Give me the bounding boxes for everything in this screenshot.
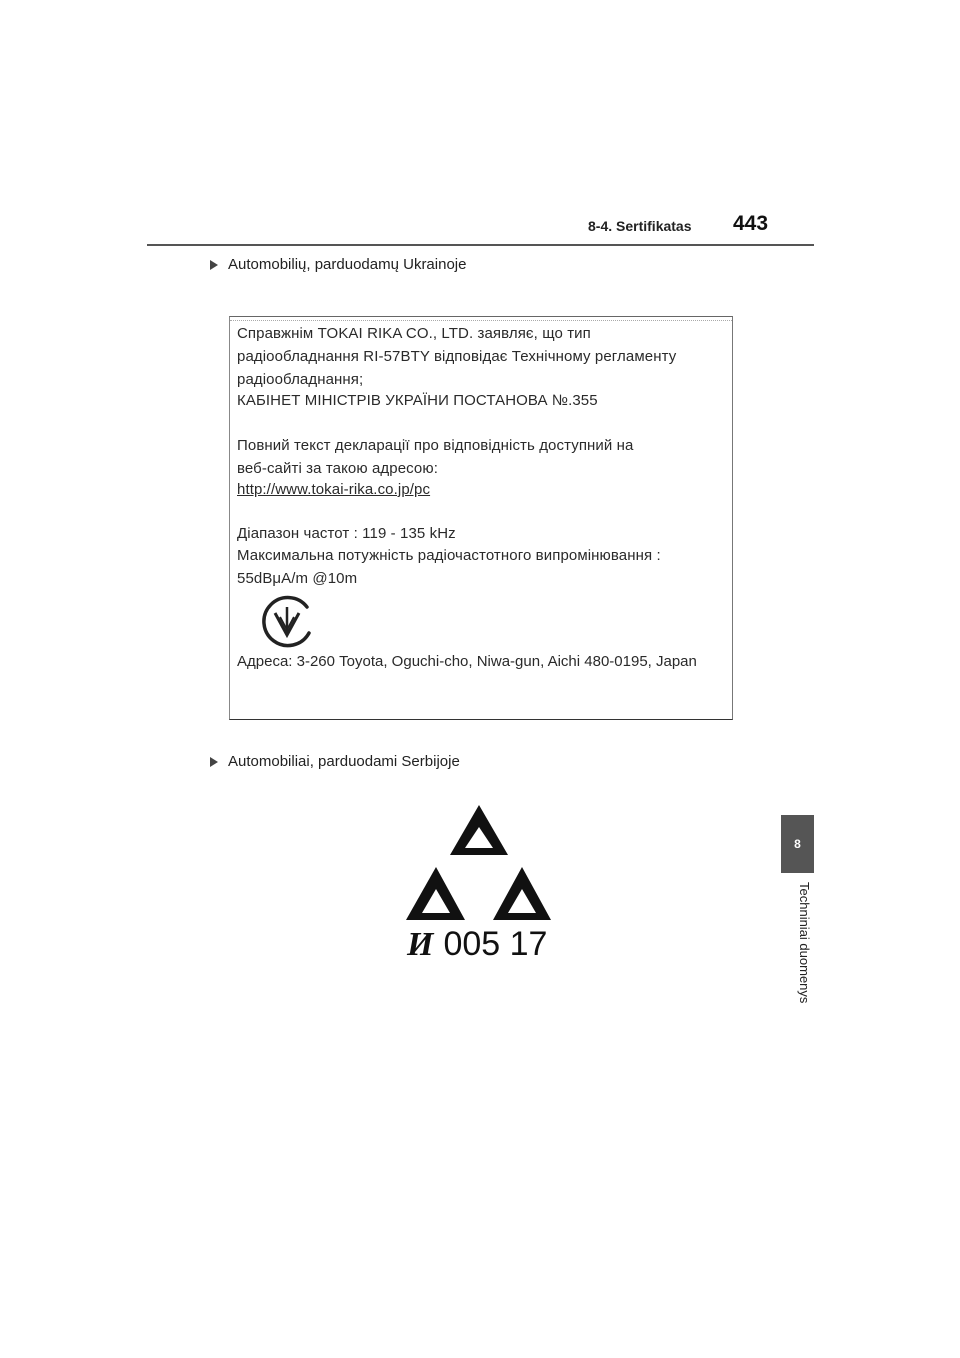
cert-line: веб-сайті за такою адресою:	[237, 460, 438, 477]
dotted-rule	[230, 320, 732, 321]
declaration-link[interactable]: http://www.tokai-rika.co.jp/pc	[237, 481, 431, 498]
ukraine-conformity-mark-icon	[259, 593, 315, 649]
serbia-approval-code	[407, 925, 547, 964]
cert-line: Повний текст декларації про відповідність доступний на	[237, 437, 634, 454]
cert-line: 55dBμA/m @10m	[237, 570, 358, 587]
serbia-heading-text: Automobiliai, parduodami Serbijoje	[228, 753, 460, 770]
triangle-bullet-icon	[210, 757, 218, 767]
header-divider	[147, 244, 814, 246]
ukraine-heading-text: Automobilių, parduodamų Ukrainoje	[228, 256, 467, 273]
serbia-certification-mark-icon	[403, 805, 555, 925]
chapter-title: Techniniai duomenys	[797, 882, 812, 1004]
page-number: 443	[733, 212, 769, 235]
approval-number: 005 17	[443, 925, 548, 963]
cert-line: Справжнім TOKAI RIKA CO., LTD. заявляє, що тип	[237, 325, 591, 342]
chapter-tab[interactable]	[781, 815, 814, 873]
approval-letter: И	[407, 926, 434, 963]
ukraine-section-heading	[210, 256, 466, 273]
cert-line: радіообладнання;	[237, 371, 364, 388]
cert-line: Максимальна потужність радіочастотного випромінювання :	[237, 547, 661, 564]
cert-line: радіообладнання RI-57BTY відповідає Технічному регламенту	[237, 348, 677, 365]
cert-line: Діапазон частот : 119 - 135 kHz	[237, 525, 456, 542]
ukraine-certificate-box	[229, 316, 733, 720]
chapter-number: 8	[794, 837, 801, 851]
cert-line: КАБІНЕТ МІНІСТРІВ УКРАЇНИ ПОСТАНОВА №.355	[237, 392, 598, 409]
triangle-bullet-icon	[210, 260, 218, 270]
section-title: 8-4. Sertifikatas	[588, 218, 692, 234]
serbia-section-heading	[210, 753, 460, 770]
manufacturer-address: Адреса: 3-260 Toyota, Oguchi-cho, Niwa-gun, Aichi 480-0195, Japan	[237, 653, 697, 670]
